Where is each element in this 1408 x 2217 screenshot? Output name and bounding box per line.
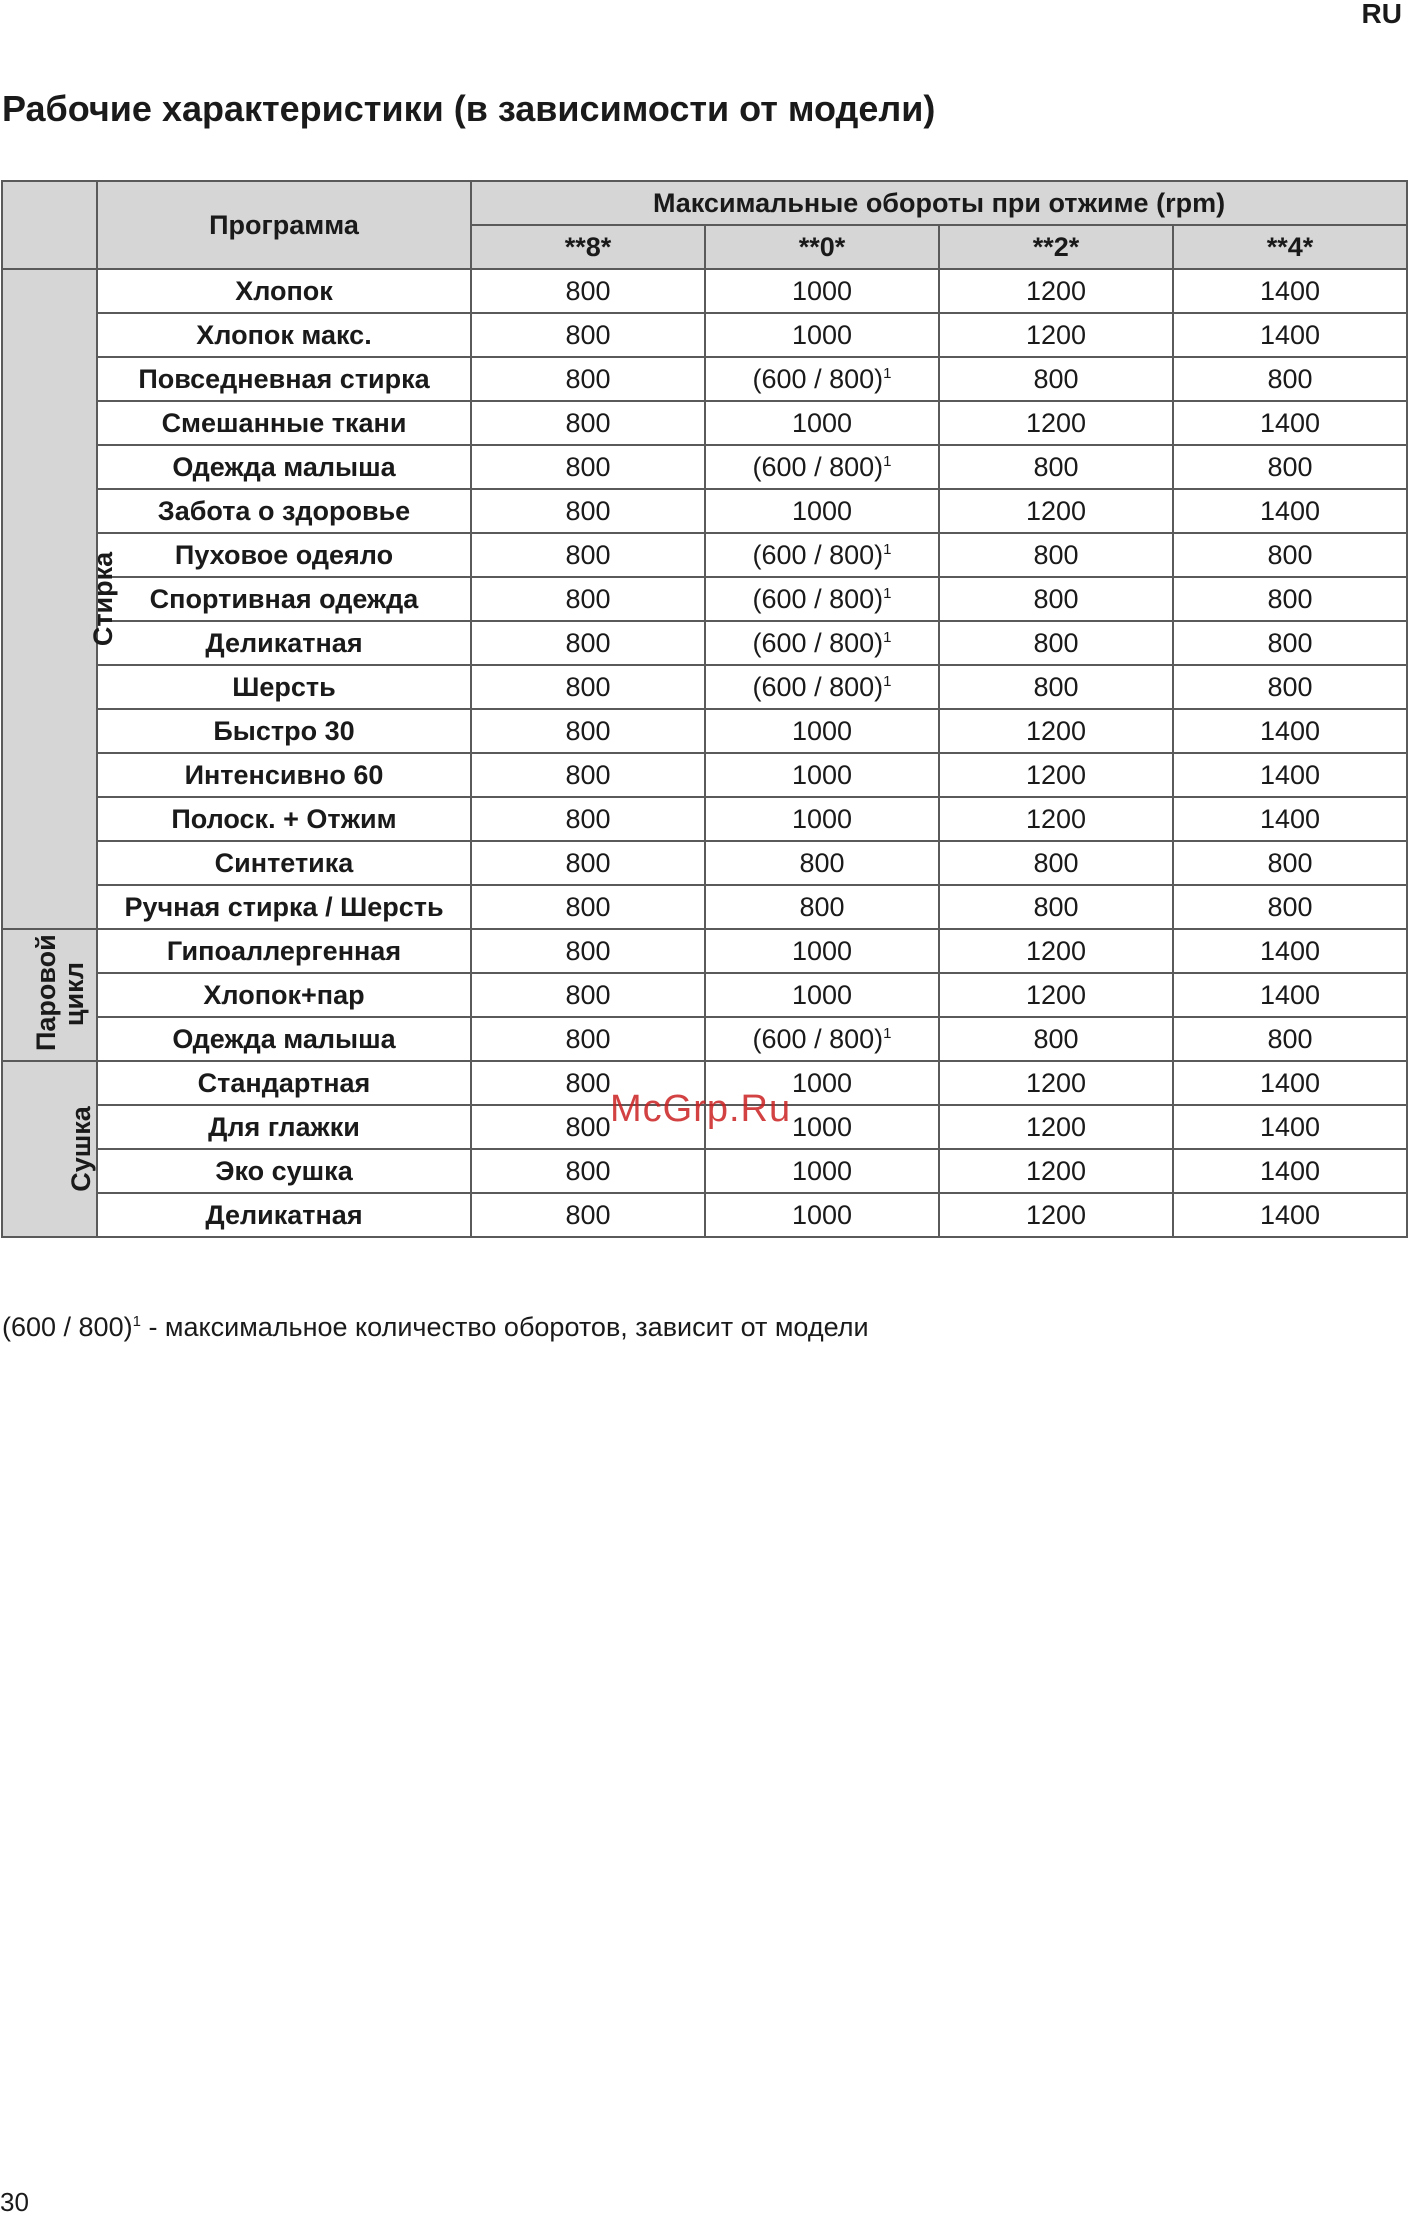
spin-value: 800 xyxy=(1267,539,1313,570)
spin-value-cell xyxy=(705,797,939,841)
spin-value: 800 xyxy=(1033,451,1079,482)
spin-value-cell xyxy=(471,797,705,841)
spin-value: 1000 xyxy=(791,1067,853,1098)
table-row xyxy=(2,973,1407,1017)
spin-value-cell xyxy=(705,269,939,313)
footnote-ref: 1 xyxy=(883,364,892,382)
spin-value-cell xyxy=(1173,665,1407,709)
spin-value: 1000 xyxy=(791,1155,853,1186)
spin-value: 1400 xyxy=(1259,1199,1321,1230)
spin-value-cell xyxy=(705,709,939,753)
spin-value-cell xyxy=(1173,1149,1407,1193)
spin-value: 1200 xyxy=(1025,1199,1087,1230)
model-col-header: **0* xyxy=(705,225,939,269)
spin-value-cell xyxy=(471,1017,705,1061)
spin-value-cell xyxy=(471,973,705,1017)
program-name: Интенсивно 60 xyxy=(97,753,471,797)
spin-value-cell xyxy=(1173,313,1407,357)
spin-value-cell xyxy=(1173,1061,1407,1105)
group-label-cell xyxy=(2,1061,97,1237)
spin-value-cell xyxy=(1173,577,1407,621)
spin-value-cell xyxy=(1173,533,1407,577)
spin-value-cell xyxy=(939,753,1173,797)
table-row xyxy=(2,489,1407,533)
spin-value-cell xyxy=(1173,1193,1407,1237)
spin-value-cell xyxy=(471,841,705,885)
spin-value: 800 xyxy=(565,1023,611,1054)
program-name: Одежда малыша xyxy=(97,445,471,489)
spin-value: 1400 xyxy=(1259,1111,1321,1142)
spin-value: 1400 xyxy=(1259,759,1321,790)
table-row xyxy=(2,269,1407,313)
program-name: Гипоаллергенная xyxy=(97,929,471,973)
spin-value: 1000 xyxy=(791,275,853,306)
spin-value: 800 xyxy=(1033,671,1079,702)
spin-value-cell xyxy=(1173,797,1407,841)
spin-value: 800 xyxy=(565,935,611,966)
table-row xyxy=(2,401,1407,445)
spin-value-cell xyxy=(705,445,939,489)
spin-value: 800 xyxy=(1267,891,1313,922)
spin-value-cell xyxy=(471,269,705,313)
footnote-ref: 1 xyxy=(883,1024,892,1042)
spin-value: 1000 xyxy=(791,803,853,834)
spin-value-cell xyxy=(939,357,1173,401)
program-name: Шерсть xyxy=(97,665,471,709)
spin-value: (600 / 800) xyxy=(752,451,884,482)
spin-value-cell xyxy=(1173,401,1407,445)
spin-value: 800 xyxy=(1033,847,1079,878)
model-col-header: **2* xyxy=(939,225,1173,269)
spin-value: 800 xyxy=(565,451,611,482)
spin-value: 1400 xyxy=(1259,495,1321,526)
spin-value: (600 / 800) xyxy=(752,1023,884,1054)
spin-value-cell xyxy=(939,1017,1173,1061)
spin-value-cell xyxy=(705,1149,939,1193)
spin-value-cell xyxy=(939,269,1173,313)
spin-value-cell xyxy=(1173,753,1407,797)
spin-value: 1400 xyxy=(1259,1067,1321,1098)
table-row xyxy=(2,621,1407,665)
spin-value: 1400 xyxy=(1259,803,1321,834)
spin-value-cell xyxy=(471,665,705,709)
spin-value-cell xyxy=(1173,1105,1407,1149)
spin-value: 1000 xyxy=(791,759,853,790)
spin-value-cell xyxy=(939,621,1173,665)
table-row xyxy=(2,753,1407,797)
spin-value-cell xyxy=(705,577,939,621)
spin-value: 1000 xyxy=(791,935,853,966)
spin-value-cell xyxy=(1173,973,1407,1017)
footnote-ref: 1 xyxy=(883,628,892,646)
table-row xyxy=(2,841,1407,885)
spin-value: 1400 xyxy=(1259,407,1321,438)
spin-value-cell xyxy=(1173,885,1407,929)
spin-value: 1400 xyxy=(1259,319,1321,350)
spin-speed-header: Максимальные обороты при отжиме (rpm) xyxy=(471,181,1407,225)
spin-value: 800 xyxy=(565,407,611,438)
spin-value: (600 / 800) xyxy=(752,671,884,702)
footnote-mark: 1 xyxy=(132,1313,141,1330)
spin-value: 800 xyxy=(565,979,611,1010)
program-name: Хлопок xyxy=(97,269,471,313)
spin-value: 1200 xyxy=(1025,319,1087,350)
spin-value: 1400 xyxy=(1259,979,1321,1010)
spin-value: 1200 xyxy=(1025,275,1087,306)
program-name: Хлопок макс. xyxy=(97,313,471,357)
table-row xyxy=(2,1193,1407,1237)
program-name: Быстро 30 xyxy=(97,709,471,753)
group-label: Паровой цикл xyxy=(31,934,89,1051)
spin-value-cell xyxy=(939,401,1173,445)
program-header: Программа xyxy=(97,181,471,269)
spin-value: (600 / 800) xyxy=(752,539,884,570)
group-label-cell xyxy=(2,929,97,1061)
spin-value-cell xyxy=(471,401,705,445)
group-label: Сушка xyxy=(66,1105,96,1192)
spin-value-cell xyxy=(705,489,939,533)
spin-value: 800 xyxy=(799,847,845,878)
spin-value: 800 xyxy=(1033,363,1079,394)
spin-value-cell xyxy=(939,1061,1173,1105)
spin-value: 800 xyxy=(565,715,611,746)
spin-value-cell xyxy=(705,313,939,357)
spin-value: 800 xyxy=(565,847,611,878)
spin-value-cell xyxy=(471,885,705,929)
spin-value-cell xyxy=(705,357,939,401)
program-name: Деликатная xyxy=(97,621,471,665)
program-name: Спортивная одежда xyxy=(97,577,471,621)
spin-value-cell xyxy=(471,533,705,577)
footnote-value: (600 / 800) xyxy=(2,1312,133,1342)
spin-value: 800 xyxy=(565,319,611,350)
spin-value: 800 xyxy=(1267,583,1313,614)
spin-value: 1200 xyxy=(1025,407,1087,438)
spin-value: 1400 xyxy=(1259,935,1321,966)
spin-value-cell xyxy=(1173,445,1407,489)
program-name: Стандартная xyxy=(97,1061,471,1105)
spin-value: 800 xyxy=(565,759,611,790)
program-name: Эко сушка xyxy=(97,1149,471,1193)
spin-value-cell xyxy=(471,489,705,533)
spin-value: 1200 xyxy=(1025,1067,1087,1098)
spin-value: 1400 xyxy=(1259,275,1321,306)
spin-value-cell xyxy=(939,841,1173,885)
program-name: Пуховое одеяло xyxy=(97,533,471,577)
spin-value: 800 xyxy=(1267,363,1313,394)
spin-value-cell xyxy=(471,357,705,401)
spin-value-cell xyxy=(471,313,705,357)
spin-value-cell xyxy=(705,621,939,665)
spin-value: 800 xyxy=(565,627,611,658)
spin-value-cell xyxy=(471,445,705,489)
spin-value: 800 xyxy=(565,1199,611,1230)
spin-value-cell xyxy=(705,665,939,709)
footnote-ref: 1 xyxy=(883,452,892,470)
spin-value-cell xyxy=(1173,621,1407,665)
spin-value: 800 xyxy=(565,1155,611,1186)
spin-value: 1000 xyxy=(791,979,853,1010)
model-col-header: **4* xyxy=(1173,225,1407,269)
spin-value-cell xyxy=(1173,841,1407,885)
spin-value-cell xyxy=(939,1193,1173,1237)
program-name: Повседневная стирка xyxy=(97,357,471,401)
spin-value: 1200 xyxy=(1025,979,1087,1010)
spin-value: 1200 xyxy=(1025,759,1087,790)
spin-value: 1200 xyxy=(1025,1111,1087,1142)
page-title: Рабочие характеристики (в зависимости от модели) xyxy=(2,88,936,129)
language-code: RU xyxy=(1361,0,1402,29)
footnote-ref: 1 xyxy=(883,540,892,558)
spin-value: 1000 xyxy=(791,1111,853,1142)
spin-value-cell xyxy=(939,665,1173,709)
table-row xyxy=(2,533,1407,577)
program-name: Для глажки xyxy=(97,1105,471,1149)
spin-value-cell xyxy=(705,885,939,929)
spin-value-cell xyxy=(939,1149,1173,1193)
spin-value: 800 xyxy=(565,1067,611,1098)
spin-value-cell xyxy=(939,533,1173,577)
watermark: McGrp.Ru xyxy=(610,1088,792,1130)
spin-value: 800 xyxy=(1033,539,1079,570)
table-row xyxy=(2,1017,1407,1061)
spin-value: 800 xyxy=(1033,583,1079,614)
spin-value-cell xyxy=(939,1105,1173,1149)
table-row xyxy=(2,885,1407,929)
spin-value-cell xyxy=(705,929,939,973)
spin-value-cell xyxy=(939,445,1173,489)
spin-value: 800 xyxy=(1267,847,1313,878)
footnote xyxy=(2,1312,869,1343)
spin-value-cell xyxy=(939,709,1173,753)
spin-value: 1000 xyxy=(791,715,853,746)
spin-value: 800 xyxy=(1267,1023,1313,1054)
program-name: Ручная стирка / Шерсть xyxy=(97,885,471,929)
program-name: Синтетика xyxy=(97,841,471,885)
spin-value: 800 xyxy=(799,891,845,922)
spin-value-cell xyxy=(939,313,1173,357)
spin-value: 1000 xyxy=(791,1199,853,1230)
spin-value: 800 xyxy=(1267,451,1313,482)
page-number: 30 xyxy=(0,2187,29,2217)
program-name: Деликатная xyxy=(97,1193,471,1237)
spin-value: 800 xyxy=(565,495,611,526)
table-row xyxy=(2,1149,1407,1193)
footnote-ref: 1 xyxy=(883,584,892,602)
spin-value-cell xyxy=(705,1193,939,1237)
spin-value-cell xyxy=(471,709,705,753)
footnote-ref: 1 xyxy=(883,672,892,690)
spin-value: 1400 xyxy=(1259,1155,1321,1186)
spin-value: 800 xyxy=(1033,627,1079,658)
spin-value: 1200 xyxy=(1025,935,1087,966)
table-row xyxy=(2,313,1407,357)
spin-value: 800 xyxy=(1033,1023,1079,1054)
spin-value: 1400 xyxy=(1259,715,1321,746)
spin-value-cell xyxy=(471,1149,705,1193)
spin-value: (600 / 800) xyxy=(752,627,884,658)
spin-value: 1200 xyxy=(1025,803,1087,834)
program-name: Хлопок+пар xyxy=(97,973,471,1017)
spin-value: 800 xyxy=(565,583,611,614)
table-row xyxy=(2,797,1407,841)
spin-value: (600 / 800) xyxy=(752,363,884,394)
spin-value-cell xyxy=(705,1017,939,1061)
table-row xyxy=(2,445,1407,489)
spin-value: 1000 xyxy=(791,407,853,438)
group-label-cell xyxy=(2,269,118,929)
spin-value-cell xyxy=(705,533,939,577)
spin-value-cell xyxy=(471,929,705,973)
spin-value-cell xyxy=(471,1193,705,1237)
spin-value: 1000 xyxy=(791,495,853,526)
spin-value: 800 xyxy=(565,1111,611,1142)
spin-value: 800 xyxy=(565,891,611,922)
table-row xyxy=(2,665,1407,709)
program-name: Одежда малыша xyxy=(97,1017,471,1061)
spin-value-cell xyxy=(939,577,1173,621)
program-name: Забота о здоровье xyxy=(97,489,471,533)
spin-value-cell xyxy=(471,753,705,797)
spin-value: 800 xyxy=(1267,627,1313,658)
spin-value: 800 xyxy=(565,671,611,702)
spin-value-cell xyxy=(705,973,939,1017)
spin-value: 800 xyxy=(565,539,611,570)
spin-value: 1200 xyxy=(1025,1155,1087,1186)
spin-value-cell xyxy=(1173,709,1407,753)
spin-value: 1200 xyxy=(1025,715,1087,746)
table-row xyxy=(2,709,1407,753)
spin-value-cell xyxy=(939,885,1173,929)
table-row xyxy=(2,357,1407,401)
spin-value: 800 xyxy=(565,363,611,394)
spin-value-cell xyxy=(705,401,939,445)
spin-value-cell xyxy=(471,577,705,621)
spin-value: 800 xyxy=(565,803,611,834)
table-row xyxy=(2,929,1407,973)
spin-speed-table xyxy=(1,180,1408,1238)
spin-value-cell xyxy=(705,841,939,885)
program-name: Полоск. + Отжим xyxy=(97,797,471,841)
spin-value: 800 xyxy=(1033,891,1079,922)
spin-value-cell xyxy=(1173,269,1407,313)
table-row xyxy=(2,577,1407,621)
spin-value-cell xyxy=(705,753,939,797)
spin-value-cell xyxy=(939,489,1173,533)
group-label: Стирка xyxy=(88,551,118,646)
spin-value-cell xyxy=(1173,357,1407,401)
model-col-header: **8* xyxy=(471,225,705,269)
program-name: Смешанные ткани xyxy=(97,401,471,445)
spin-value-cell xyxy=(1173,489,1407,533)
spin-value-cell xyxy=(1173,929,1407,973)
footnote-text: - максимальное количество оборотов, зависит от модели xyxy=(140,1312,869,1342)
spin-value-cell xyxy=(939,929,1173,973)
spin-value: 800 xyxy=(565,275,611,306)
spin-value-cell xyxy=(1173,1017,1407,1061)
corner-cell xyxy=(2,181,97,269)
spin-value: 1200 xyxy=(1025,495,1087,526)
spin-value-cell xyxy=(939,973,1173,1017)
spin-value-cell xyxy=(471,621,705,665)
spin-value: 1000 xyxy=(791,319,853,350)
spin-value: (600 / 800) xyxy=(752,583,884,614)
spin-value: 800 xyxy=(1267,671,1313,702)
spin-value-cell xyxy=(939,797,1173,841)
